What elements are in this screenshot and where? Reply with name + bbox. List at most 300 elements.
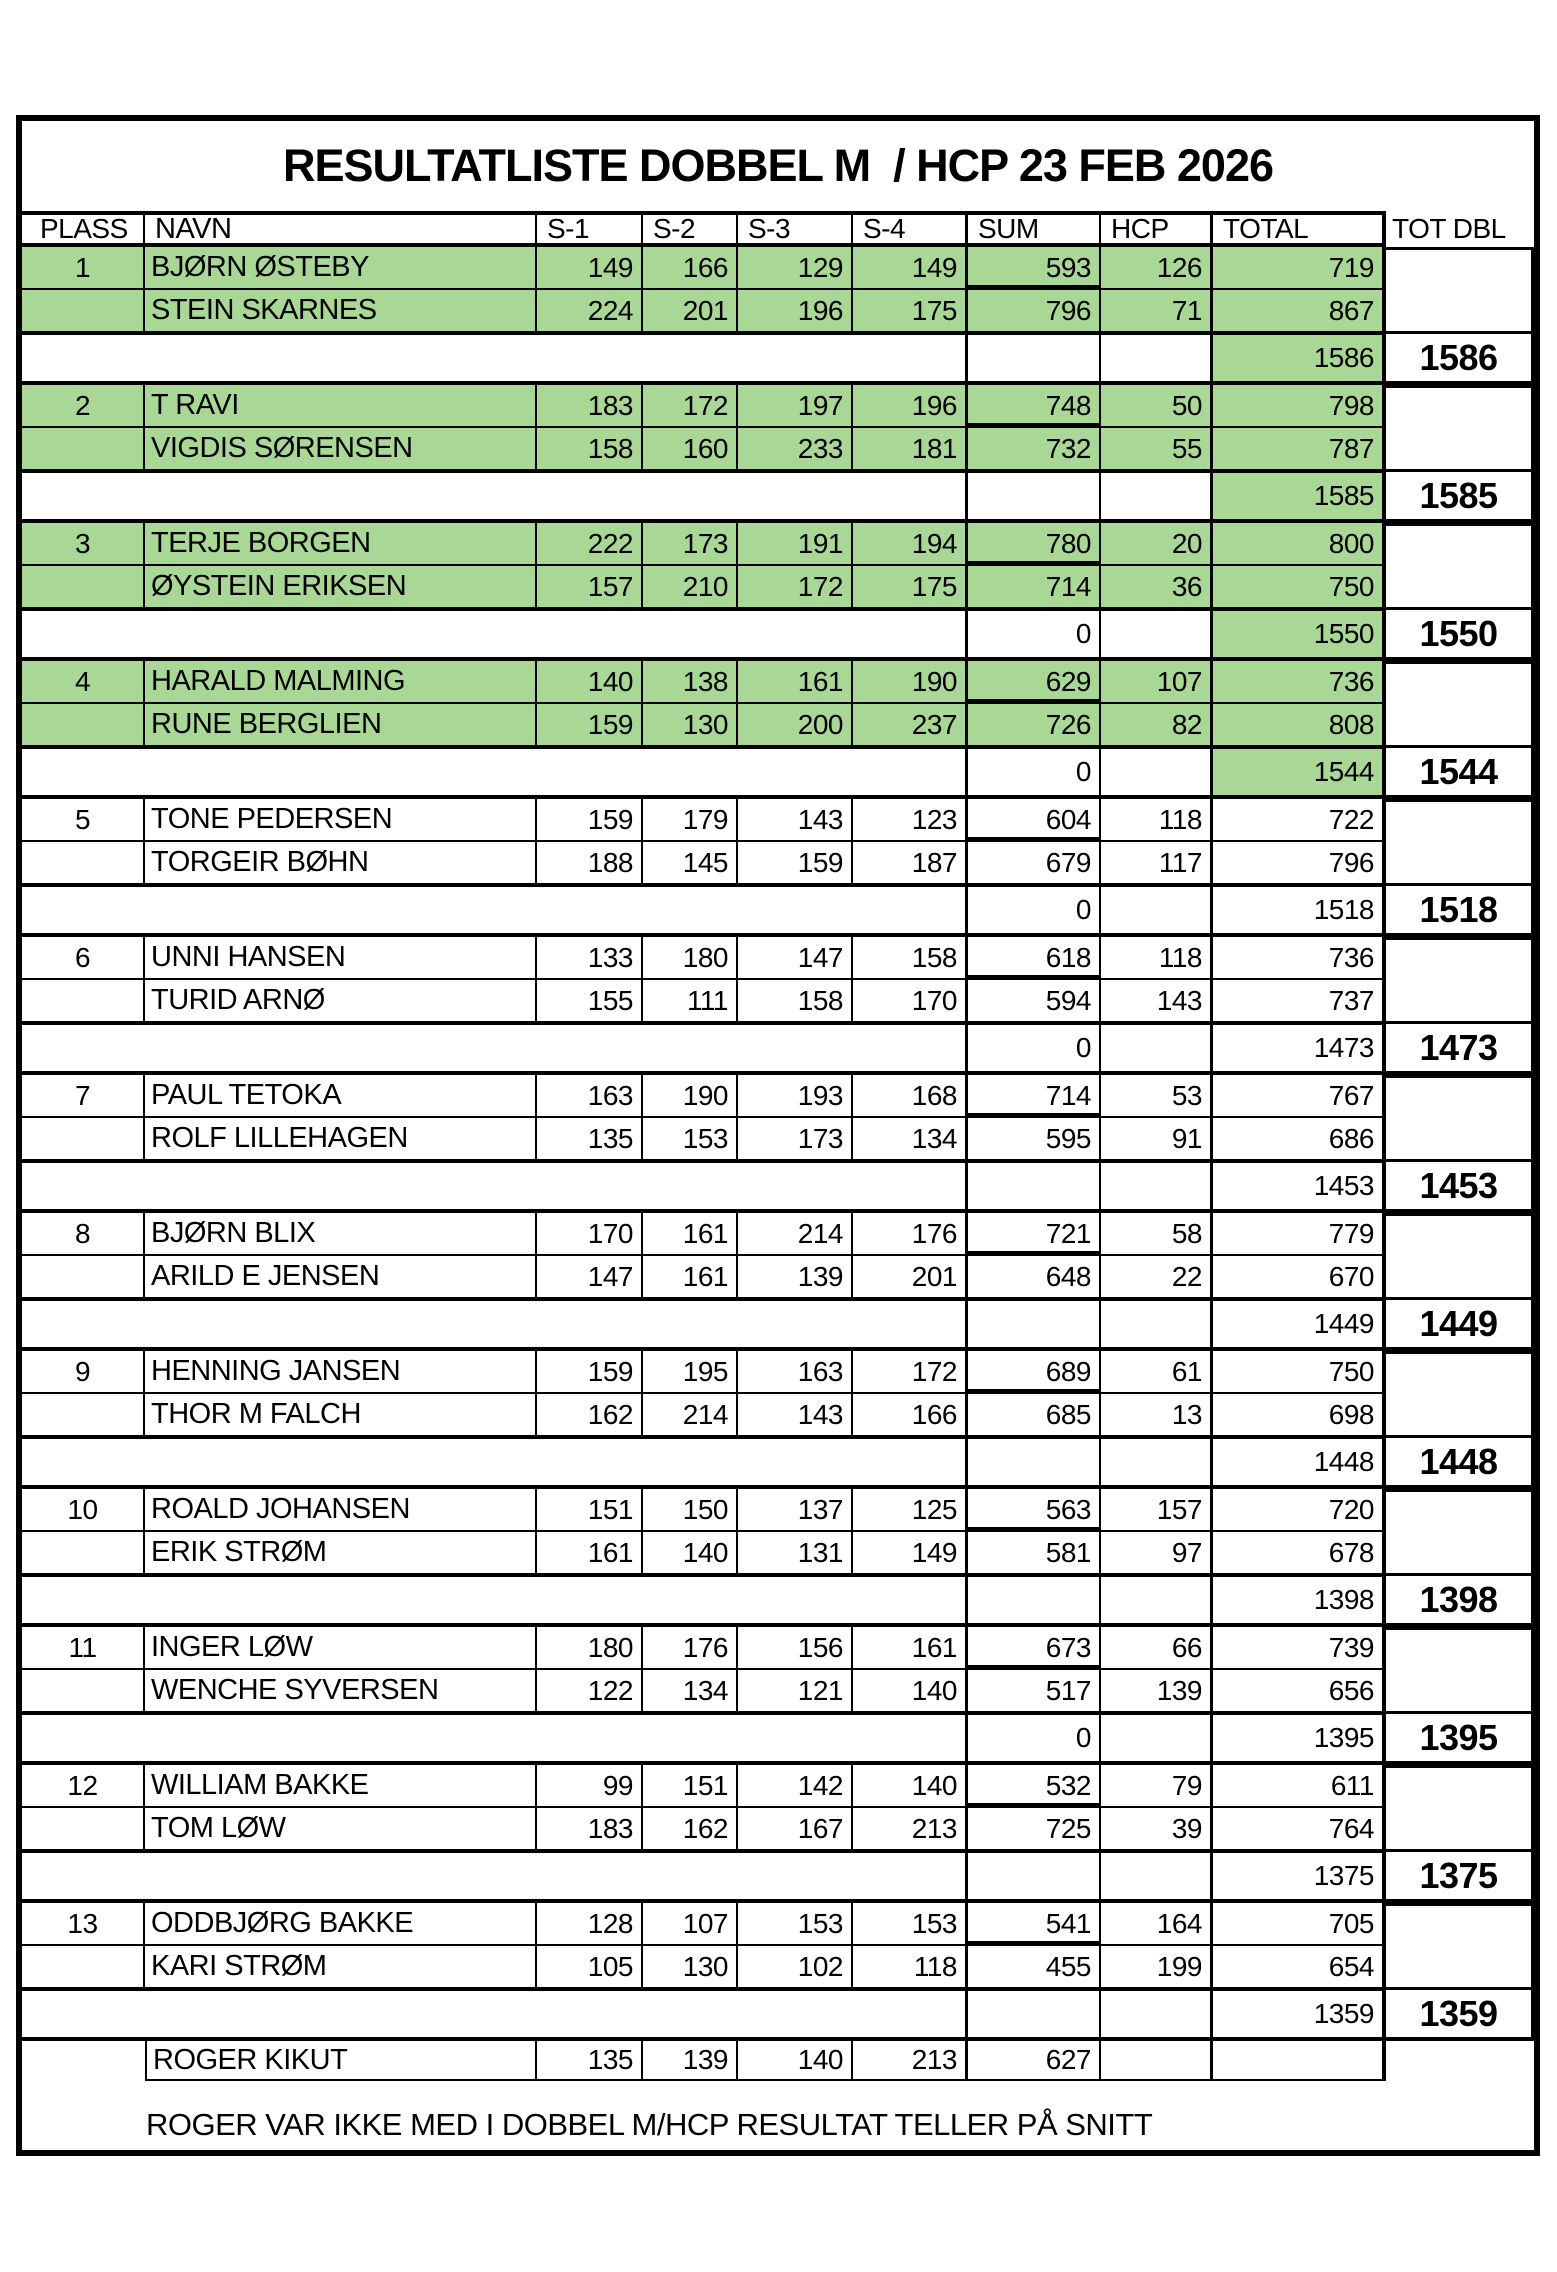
tot-dbl-empty-box	[1386, 1075, 1534, 1159]
total-cell: 750	[1213, 566, 1386, 607]
player-row	[22, 523, 1386, 566]
name-cell: INGER LØW	[145, 1627, 537, 1668]
team-block-2	[22, 385, 1534, 523]
s1-cell: 180	[537, 1627, 643, 1668]
hcp-cell: 20	[1101, 523, 1213, 564]
s4-cell: 153	[853, 1903, 968, 1944]
s3-cell: 163	[738, 1351, 853, 1392]
tot-dbl-empty-box	[1386, 1351, 1534, 1435]
subtotal-sum-cell	[968, 473, 1101, 519]
hcp-cell: 139	[1101, 1670, 1213, 1711]
player-row	[22, 1946, 1386, 1987]
subtotal-spacer	[22, 1991, 968, 2037]
tot-dbl-total: 1586	[1386, 331, 1534, 381]
tot-dbl-empty-box	[1386, 523, 1534, 607]
subtotal-hcp-cell	[1101, 1163, 1213, 1209]
subtotal-spacer	[22, 1715, 968, 1761]
team-block-13	[22, 1903, 1534, 2041]
player-row	[22, 1627, 1386, 1670]
s1-cell: 159	[537, 799, 643, 840]
sum-cell: 685	[968, 1394, 1101, 1435]
hcp-cell: 118	[1101, 799, 1213, 840]
s1-cell: 161	[537, 1532, 643, 1573]
team-total-cell: 1453	[1213, 1163, 1386, 1209]
s1-cell: 159	[537, 1351, 643, 1392]
name-cell: RUNE BERGLIEN	[145, 704, 537, 745]
player-row	[22, 1765, 1386, 1808]
results-table	[22, 211, 1534, 2143]
subtotal-sum-cell	[968, 1991, 1101, 2037]
s3-cell: 200	[738, 704, 853, 745]
s3-cell: 167	[738, 1808, 853, 1849]
s4-cell: 175	[853, 290, 968, 331]
s1-cell: 157	[537, 566, 643, 607]
team-block-6	[22, 937, 1534, 1075]
name-cell: TOM LØW	[145, 1808, 537, 1849]
tot-dbl-empty-box	[1386, 1765, 1534, 1849]
s2-cell: 151	[643, 1765, 738, 1806]
total-cell: 686	[1213, 1118, 1386, 1159]
subtotal-row	[22, 469, 1386, 519]
s2-cell: 210	[643, 566, 738, 607]
player-row	[22, 842, 1386, 883]
s2-cell: 107	[643, 1903, 738, 1944]
s4-cell: 161	[853, 1627, 968, 1668]
subtotal-hcp-cell	[1101, 473, 1213, 519]
subtotal-row	[22, 1711, 1386, 1761]
s3-cell: 142	[738, 1765, 853, 1806]
s4-cell: 166	[853, 1394, 968, 1435]
player-row	[22, 1903, 1386, 1946]
s1-cell: 183	[537, 1808, 643, 1849]
team-block-12	[22, 1765, 1534, 1903]
s1-cell: 140	[537, 661, 643, 702]
s2-cell: 176	[643, 1627, 738, 1668]
s3-cell: 191	[738, 523, 853, 564]
s2-cell: 130	[643, 1946, 738, 1987]
s3-cell: 143	[738, 1394, 853, 1435]
team-blocks	[22, 247, 1534, 2041]
s3-cell: 140	[738, 2041, 853, 2081]
tot-dbl-total: 1449	[1386, 1297, 1534, 1347]
sum-cell: 594	[968, 980, 1101, 1021]
sum-cell: 726	[968, 704, 1101, 745]
hcp-cell: 58	[1101, 1213, 1213, 1254]
rank-cell: 1	[22, 247, 145, 288]
s4-cell: 175	[853, 566, 968, 607]
rank-cell	[22, 566, 145, 607]
player-row	[22, 1394, 1386, 1435]
team-block-7	[22, 1075, 1534, 1213]
rank-cell: 5	[22, 799, 145, 840]
sum-cell: 679	[968, 842, 1101, 883]
hcp-cell: 97	[1101, 1532, 1213, 1573]
sum-cell: 541	[968, 1903, 1101, 1944]
s2-cell: 190	[643, 1075, 738, 1116]
subtotal-spacer	[22, 887, 968, 933]
player-row	[22, 566, 1386, 607]
team-total-cell: 1375	[1213, 1853, 1386, 1899]
tot-dbl-total: 1453	[1386, 1159, 1534, 1209]
subtotal-row	[22, 1159, 1386, 1209]
rank-cell	[22, 980, 145, 1021]
hcp-cell: 13	[1101, 1394, 1213, 1435]
s4-cell: 140	[853, 1765, 968, 1806]
hcp-cell: 118	[1101, 937, 1213, 978]
name-cell: STEIN SKARNES	[145, 290, 537, 331]
s1-cell: 151	[537, 1489, 643, 1530]
s4-cell: 134	[853, 1118, 968, 1159]
total-cell: 739	[1213, 1627, 1386, 1668]
subtotal-sum-cell: 0	[968, 749, 1101, 795]
hcp-cell: 39	[1101, 1808, 1213, 1849]
player-row	[22, 1532, 1386, 1573]
s4-cell: 196	[853, 385, 968, 426]
tot-dbl-empty-box	[1386, 1627, 1534, 1711]
s3-cell: 153	[738, 1903, 853, 1944]
s4-cell: 168	[853, 1075, 968, 1116]
total-cell: 656	[1213, 1670, 1386, 1711]
tot-dbl-total: 1359	[1386, 1987, 1534, 2037]
tot-dbl-empty-box	[1386, 799, 1534, 883]
s3-cell: 158	[738, 980, 853, 1021]
rank-cell	[22, 704, 145, 745]
col-header-sum: SUM	[968, 211, 1101, 247]
team-block-4	[22, 661, 1534, 799]
rank-cell: 11	[22, 1627, 145, 1668]
rank-cell: 13	[22, 1903, 145, 1944]
s1-cell: 222	[537, 523, 643, 564]
sum-cell: 714	[968, 1075, 1101, 1116]
total-cell: 796	[1213, 842, 1386, 883]
s4-cell: 149	[853, 247, 968, 288]
hcp-cell: 82	[1101, 704, 1213, 745]
player-row	[22, 290, 1386, 331]
total-cell: 750	[1213, 1351, 1386, 1392]
hcp-cell: 107	[1101, 661, 1213, 702]
subtotal-sum-cell: 0	[968, 611, 1101, 657]
team-total-cell: 1586	[1213, 335, 1386, 381]
subtotal-spacer	[22, 1301, 968, 1347]
s2-cell: 153	[643, 1118, 738, 1159]
player-row	[22, 1118, 1386, 1159]
sum-cell: 673	[968, 1627, 1101, 1668]
sum-cell: 532	[968, 1765, 1101, 1806]
subtotal-sum-cell	[968, 1439, 1101, 1485]
s2-cell: 160	[643, 428, 738, 469]
name-cell: PAUL TETOKA	[145, 1075, 537, 1116]
rank-cell	[22, 1256, 145, 1297]
s2-cell: 139	[643, 2041, 738, 2081]
s3-cell: 129	[738, 247, 853, 288]
team-total-cell: 1448	[1213, 1439, 1386, 1485]
tot-dbl-empty-box	[1386, 1213, 1534, 1297]
s1-cell: 99	[537, 1765, 643, 1806]
rank-cell: 4	[22, 661, 145, 702]
hcp-cell: 91	[1101, 1118, 1213, 1159]
tot-dbl-empty-box	[1386, 385, 1534, 469]
sum-cell: 595	[968, 1118, 1101, 1159]
s2-cell: 173	[643, 523, 738, 564]
sum-cell: 748	[968, 385, 1101, 426]
subtotal-row	[22, 331, 1386, 381]
hcp-cell: 71	[1101, 290, 1213, 331]
s2-cell: 166	[643, 247, 738, 288]
subtotal-sum-cell: 0	[968, 1715, 1101, 1761]
s3-cell: 173	[738, 1118, 853, 1159]
subtotal-hcp-cell	[1101, 1025, 1213, 1071]
hcp-cell: 143	[1101, 980, 1213, 1021]
s3-cell: 137	[738, 1489, 853, 1530]
s1-cell: 105	[537, 1946, 643, 1987]
subtotal-row	[22, 1297, 1386, 1347]
rank-cell: 7	[22, 1075, 145, 1116]
sum-cell: 780	[968, 523, 1101, 564]
s3-cell: 156	[738, 1627, 853, 1668]
s4-cell: 172	[853, 1351, 968, 1392]
team-total-cell: 1473	[1213, 1025, 1386, 1071]
hcp-cell: 22	[1101, 1256, 1213, 1297]
player-row	[22, 428, 1386, 469]
name-cell: ROGER KIKUT	[145, 2041, 537, 2081]
rank-cell	[22, 290, 145, 331]
s4-cell: 201	[853, 1256, 968, 1297]
tot-dbl-total: 1585	[1386, 469, 1534, 519]
subtotal-hcp-cell	[1101, 1439, 1213, 1485]
subtotal-row	[22, 1987, 1386, 2037]
s3-cell: 131	[738, 1532, 853, 1573]
s1-cell: 224	[537, 290, 643, 331]
subtotal-spacer	[22, 1853, 968, 1899]
s3-cell: 172	[738, 566, 853, 607]
team-total-cell: 1544	[1213, 749, 1386, 795]
result-sheet	[16, 115, 1540, 2156]
hcp-cell	[1101, 2041, 1213, 2081]
name-cell: WILLIAM BAKKE	[145, 1765, 537, 1806]
s2-cell: 195	[643, 1351, 738, 1392]
s1-cell: 135	[537, 2041, 643, 2081]
team-total-cell: 1585	[1213, 473, 1386, 519]
subtotal-sum-cell	[968, 335, 1101, 381]
tot-dbl-empty-box	[1386, 661, 1534, 745]
page-title: RESULTATLISTE DOBBEL M / HCP 23 FEB 2026	[282, 140, 1274, 191]
sum-cell: 618	[968, 937, 1101, 978]
team-block-10	[22, 1489, 1534, 1627]
team-total-cell: 1359	[1213, 1991, 1386, 2037]
subtotal-hcp-cell	[1101, 611, 1213, 657]
name-cell: ODDBJØRG BAKKE	[145, 1903, 537, 1944]
col-header-navn: NAVN	[145, 211, 537, 247]
s1-cell: 159	[537, 704, 643, 745]
name-cell: ROALD JOHANSEN	[145, 1489, 537, 1530]
subtotal-row	[22, 883, 1386, 933]
s1-cell: 133	[537, 937, 643, 978]
rank-cell	[22, 1532, 145, 1573]
total-cell: 800	[1213, 523, 1386, 564]
name-cell: TERJE BORGEN	[145, 523, 537, 564]
total-cell: 737	[1213, 980, 1386, 1021]
subtotal-hcp-cell	[1101, 1715, 1213, 1761]
total-cell: 705	[1213, 1903, 1386, 1944]
sum-cell: 517	[968, 1670, 1101, 1711]
subtotal-row	[22, 1849, 1386, 1899]
player-row	[22, 1351, 1386, 1394]
sum-cell: 581	[968, 1532, 1101, 1573]
s3-cell: 197	[738, 385, 853, 426]
player-row	[22, 247, 1386, 290]
name-cell: TONE PEDERSEN	[145, 799, 537, 840]
subtotal-sum-cell	[968, 1577, 1101, 1623]
s4-cell: 194	[853, 523, 968, 564]
subtotal-spacer	[22, 1025, 968, 1071]
hcp-cell: 199	[1101, 1946, 1213, 1987]
sum-cell: 593	[968, 247, 1101, 288]
total-cell: 736	[1213, 937, 1386, 978]
total-cell: 720	[1213, 1489, 1386, 1530]
tot-dbl-total: 1550	[1386, 607, 1534, 657]
rank-cell: 3	[22, 523, 145, 564]
subtotal-row	[22, 1573, 1386, 1623]
sum-cell: 563	[968, 1489, 1101, 1530]
total-cell: 670	[1213, 1256, 1386, 1297]
subtotal-spacer	[22, 611, 968, 657]
s3-cell: 161	[738, 661, 853, 702]
s3-cell: 233	[738, 428, 853, 469]
s3-cell: 147	[738, 937, 853, 978]
player-row	[22, 1213, 1386, 1256]
total-cell: 767	[1213, 1075, 1386, 1116]
col-header-s2: S-2	[643, 211, 738, 247]
subtotal-spacer	[22, 335, 968, 381]
tot-dbl-empty-box	[1386, 937, 1534, 1021]
hcp-cell: 66	[1101, 1627, 1213, 1668]
s2-cell: 179	[643, 799, 738, 840]
sum-cell: 627	[968, 2041, 1101, 2081]
s4-cell: 237	[853, 704, 968, 745]
s4-cell: 176	[853, 1213, 968, 1254]
player-row	[22, 704, 1386, 745]
s3-cell: 193	[738, 1075, 853, 1116]
subtotal-hcp-cell	[1101, 887, 1213, 933]
sum-cell: 732	[968, 428, 1101, 469]
rank-cell: 9	[22, 1351, 145, 1392]
rank-cell	[22, 1808, 145, 1849]
team-block-3	[22, 523, 1534, 661]
subtotal-row	[22, 745, 1386, 795]
subtotal-hcp-cell	[1101, 1577, 1213, 1623]
name-cell: HENNING JANSEN	[145, 1351, 537, 1392]
s2-cell: 140	[643, 1532, 738, 1573]
s2-cell: 161	[643, 1256, 738, 1297]
s3-cell: 214	[738, 1213, 853, 1254]
subtotal-row	[22, 607, 1386, 657]
subtotal-sum-cell: 0	[968, 1025, 1101, 1071]
s2-cell: 214	[643, 1394, 738, 1435]
tot-dbl-total: 1544	[1386, 745, 1534, 795]
s4-cell: 123	[853, 799, 968, 840]
name-cell: ROLF LILLEHAGEN	[145, 1118, 537, 1159]
s1-cell: 170	[537, 1213, 643, 1254]
team-total-cell: 1398	[1213, 1577, 1386, 1623]
name-cell: ARILD E JENSEN	[145, 1256, 537, 1297]
s1-cell: 128	[537, 1903, 643, 1944]
s3-cell: 196	[738, 290, 853, 331]
rank-cell	[22, 1670, 145, 1711]
s3-cell: 121	[738, 1670, 853, 1711]
tot-dbl-empty-box	[1386, 1489, 1534, 1573]
player-row	[22, 937, 1386, 980]
player-row	[22, 1075, 1386, 1118]
s2-cell: 111	[643, 980, 738, 1021]
team-total-cell: 1395	[1213, 1715, 1386, 1761]
total-cell: 736	[1213, 661, 1386, 702]
hcp-cell: 164	[1101, 1903, 1213, 1944]
s2-cell: 130	[643, 704, 738, 745]
team-block-9	[22, 1351, 1534, 1489]
s4-cell: 158	[853, 937, 968, 978]
s1-cell: 158	[537, 428, 643, 469]
sum-cell: 796	[968, 290, 1101, 331]
hcp-cell: 126	[1101, 247, 1213, 288]
col-header-s4: S-4	[853, 211, 968, 247]
s2-cell: 134	[643, 1670, 738, 1711]
s1-cell: 149	[537, 247, 643, 288]
player-row	[22, 1808, 1386, 1849]
rank-cell: 12	[22, 1765, 145, 1806]
team-block-8	[22, 1213, 1534, 1351]
subtotal-row	[22, 1021, 1386, 1071]
hcp-cell: 36	[1101, 566, 1213, 607]
player-row	[22, 661, 1386, 704]
s1-cell: 155	[537, 980, 643, 1021]
sum-cell: 629	[968, 661, 1101, 702]
total-cell: 698	[1213, 1394, 1386, 1435]
hcp-cell: 53	[1101, 1075, 1213, 1116]
s4-cell: 187	[853, 842, 968, 883]
subtotal-spacer	[22, 1163, 968, 1209]
s4-cell: 213	[853, 2041, 968, 2081]
hcp-cell: 157	[1101, 1489, 1213, 1530]
name-cell: TORGEIR BØHN	[145, 842, 537, 883]
s1-cell: 188	[537, 842, 643, 883]
col-header-tot-dbl: TOT DBL	[1392, 213, 1506, 244]
rank-cell	[22, 428, 145, 469]
s2-cell: 161	[643, 1213, 738, 1254]
col-header-s1: S-1	[537, 211, 643, 247]
total-cell: 798	[1213, 385, 1386, 426]
rank-cell	[22, 1946, 145, 1987]
sum-cell: 725	[968, 1808, 1101, 1849]
player-row	[22, 1489, 1386, 1532]
tot-dbl-total: 1398	[1386, 1573, 1534, 1623]
s4-cell: 140	[853, 1670, 968, 1711]
rank-cell	[22, 1394, 145, 1435]
col-header-hcp: HCP	[1101, 211, 1213, 247]
total-cell: 779	[1213, 1213, 1386, 1254]
s4-cell: 181	[853, 428, 968, 469]
hcp-cell: 117	[1101, 842, 1213, 883]
subtotal-hcp-cell	[1101, 335, 1213, 381]
s4-cell: 190	[853, 661, 968, 702]
s4-cell: 170	[853, 980, 968, 1021]
total-cell	[1213, 2041, 1386, 2081]
s2-cell: 150	[643, 1489, 738, 1530]
name-cell: ØYSTEIN ERIKSEN	[145, 566, 537, 607]
sum-cell: 648	[968, 1256, 1101, 1297]
total-cell: 654	[1213, 1946, 1386, 1987]
tot-dbl-empty-box	[1386, 247, 1534, 331]
total-cell: 867	[1213, 290, 1386, 331]
